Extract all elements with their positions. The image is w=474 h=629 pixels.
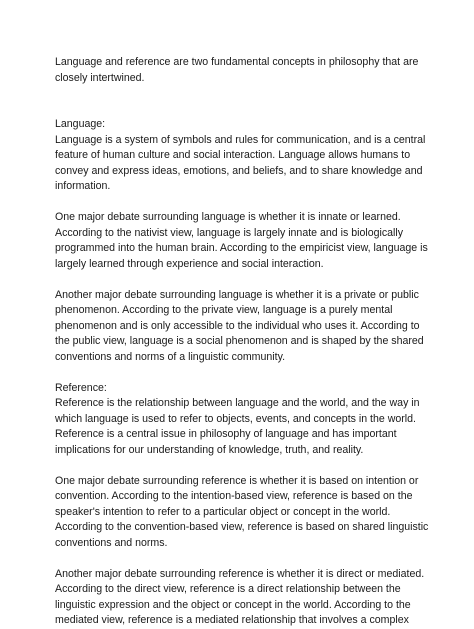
text-line: Another major debate surrounding reference is whether it is direct or mediated.	[55, 567, 425, 580]
text-line: implications for our understanding of knowledge, truth, and reality.	[55, 443, 364, 456]
text-line: closely intertwined.	[55, 71, 145, 84]
text-line: programmed into the human brain. According to the empiricist view, language is	[55, 242, 428, 254]
language-heading: Language:	[55, 118, 106, 130]
text-line: One major debate surrounding reference is whether it is based on intention or	[55, 474, 419, 487]
text-line: Language and reference are two fundamental concepts in philosophy that are	[55, 56, 419, 68]
language-debate-paragraph-1	[55, 210, 428, 272]
text-line: convey and express ideas, emotions, and beliefs, and to share knowledge and	[55, 164, 423, 177]
text-line: Language is a system of symbols and rules for communication, and is a central	[55, 133, 426, 146]
text-line: Reference is the relationship between language and the world, and the way in	[55, 397, 420, 409]
reference-debate-paragraph-2	[55, 567, 425, 629]
text-line: largely learned through experience and social interaction.	[55, 257, 324, 270]
text-line: information.	[55, 180, 111, 192]
text-line: which language is used to refer to objects, events, and concepts in the world.	[55, 412, 416, 425]
text-line: One major debate surrounding language is whether it is innate or learned.	[55, 211, 401, 223]
text-line: phenomenon and is only accessible to the individual who uses it. According to	[55, 319, 420, 332]
text-line: conventions and norms of a linguistic community.	[55, 350, 286, 363]
text-line: the public view, language is a social phenomenon and is shaped by the shared	[55, 335, 424, 347]
reference-debate-paragraph-1	[55, 474, 429, 552]
reference-heading: Reference:	[55, 381, 107, 394]
text-line: Reference is a central issue in philosophy of language and has important	[55, 428, 397, 440]
text-line: conventions and norms.	[55, 536, 168, 549]
text-line: convention. According to the intention-based view, reference is based on the	[55, 490, 413, 502]
text-line: phenomenon. According to the private view, language is a purely mental	[55, 304, 393, 316]
text-line: linguistic expression and the object or concept in the world. According to the	[55, 598, 411, 611]
intro-paragraph	[55, 55, 425, 86]
reference-section	[55, 381, 425, 459]
text-line: According to the direct view, reference is a direct relationship between the	[55, 583, 401, 595]
document-body	[55, 55, 429, 629]
text-line: feature of human culture and social interaction. Language allows humans to	[55, 149, 411, 161]
text-line: speaker's intention to refer to a particular object or concept in the world.	[55, 505, 391, 518]
text-line: mediated view, reference is a mediated relationship that involves a complex	[55, 614, 409, 626]
language-debate-paragraph-2	[55, 288, 425, 366]
language-section	[55, 117, 425, 195]
text-line: According to the nativist view, language is largely innate and is biologically	[55, 226, 404, 239]
text-line: Another major debate surrounding language is whether it is a private or public	[55, 288, 419, 301]
text-line: According to the convention-based view, reference is based on shared linguistic	[55, 521, 429, 533]
